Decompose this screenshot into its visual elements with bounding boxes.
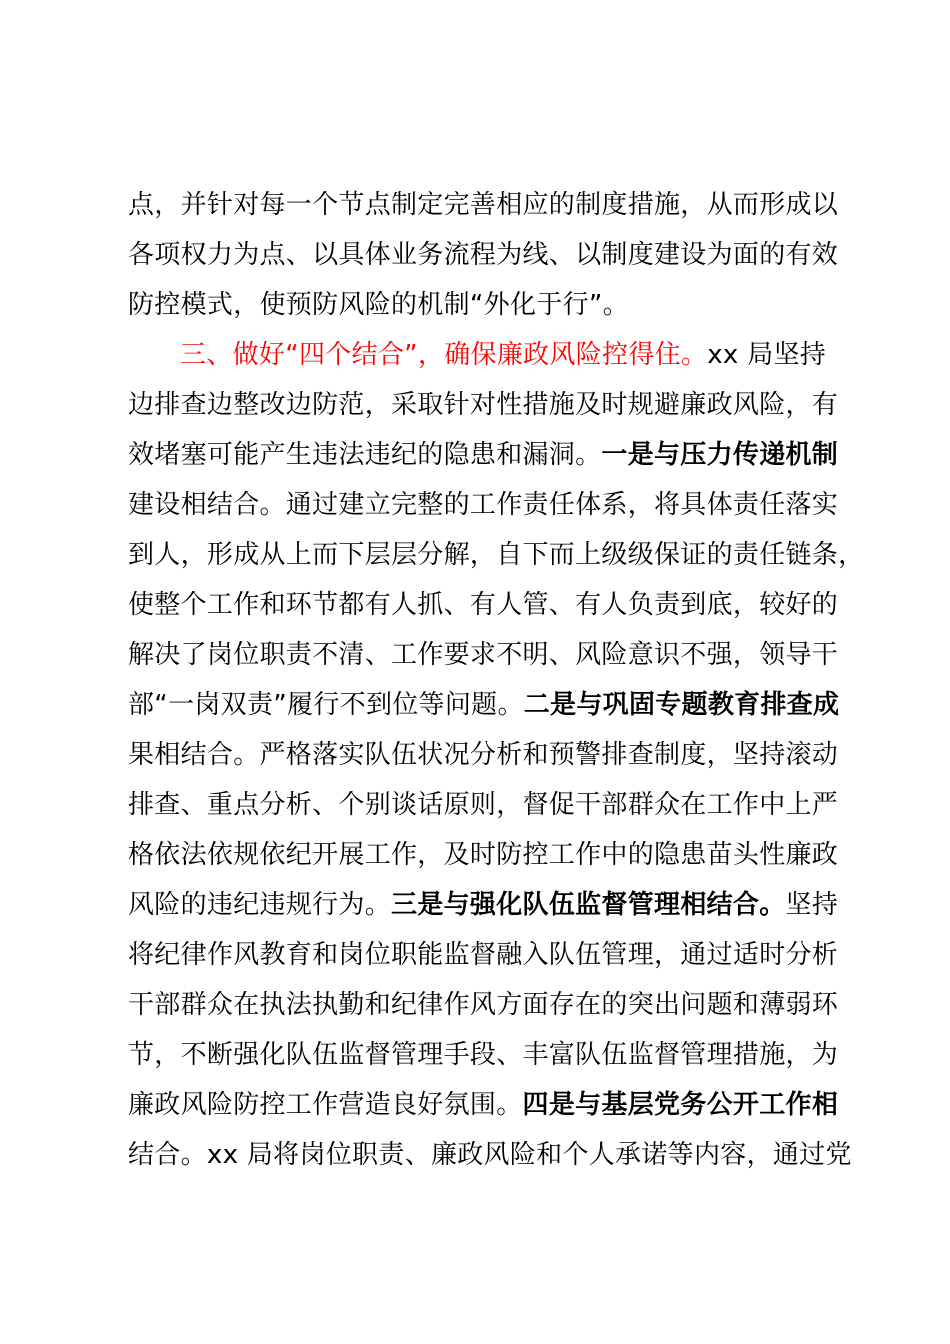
paragraph-line-17: 干部群众在执法执勤和纪律作风方面存在的突出问题和薄弱环 — [128, 990, 839, 1020]
paragraph-text: 效堵塞可能产生违法违纪的隐患和漏洞。 — [128, 440, 602, 470]
paragraph-line-19 — [128, 1089, 838, 1121]
paragraph-line-15 — [128, 889, 838, 921]
point-one-label: 一是与压力传递机制 — [601, 440, 839, 470]
paragraph-line-14: 格依法依规依纪开展工作，及时防控工作中的隐患苗头性廉政 — [128, 840, 839, 870]
point-two-label: 二是与巩固专题教育排查成 — [523, 690, 840, 720]
section-heading-tail: xx 局坚持 — [707, 340, 827, 370]
paragraph-text: 风险的违纪违规行为。 — [128, 890, 392, 920]
paragraph-line-20: 结合。xx 局将岗位职责、廉政风险和个人承诺等内容，通过党 — [128, 1140, 852, 1170]
paragraph-line-13: 排查、重点分析、个别谈话原则，督促干部群众在工作中上严 — [128, 790, 839, 820]
paragraph-text: 廉政风险防控工作营造良好氛围。 — [128, 1090, 523, 1120]
paragraph-line-18: 节，不断强化队伍监督管理手段、丰富队伍监督管理措施，为 — [128, 1040, 839, 1070]
paragraph-line-8: 到人，形成从上而下层层分解，自下而上级级保证的责任链条， — [128, 540, 865, 570]
section-heading: 三、做好“四个结合”，确保廉政风险控得住。 — [180, 340, 708, 370]
paragraph-line-2: 各项权力为点、以具体业务流程为线、以制度建设为面的有效 — [128, 240, 839, 270]
paragraph-line-6 — [128, 439, 838, 471]
paragraph-line-7: 建设相结合。通过建立完整的工作责任体系，将具体责任落实 — [128, 490, 839, 520]
paragraph-line-12: 果相结合。严格落实队伍状况分析和预警排查制度，坚持滚动 — [128, 740, 839, 770]
paragraph-line-10: 解决了岗位职责不清、工作要求不明、风险意识不强，领导干 — [128, 640, 839, 670]
section-heading-line — [180, 339, 826, 371]
paragraph-text: 部“一岗双责”履行不到位等问题。 — [128, 690, 524, 720]
paragraph-text-tail: 坚持 — [785, 890, 839, 920]
paragraph-line-16: 将纪律作风教育和岗位职能监督融入队伍管理，通过适时分析 — [128, 940, 839, 970]
paragraph-line-9: 使整个工作和环节都有人抓、有人管、有人负责到底，较好的 — [128, 590, 839, 620]
paragraph-line-1: 点，并针对每一个节点制定完善相应的制度措施，从而形成以 — [128, 190, 839, 220]
paragraph-line-11 — [128, 689, 839, 721]
paragraph-line-5: 边排查边整改边防范，采取针对性措施及时规避廉政风险，有 — [128, 390, 839, 420]
paragraph-line-3: 防控模式，使预防风险的机制“外化于行”。 — [128, 290, 629, 320]
point-four-label: 四是与基层党务公开工作相 — [522, 1090, 839, 1120]
point-three-label: 三是与强化队伍监督管理相结合。 — [391, 890, 786, 920]
